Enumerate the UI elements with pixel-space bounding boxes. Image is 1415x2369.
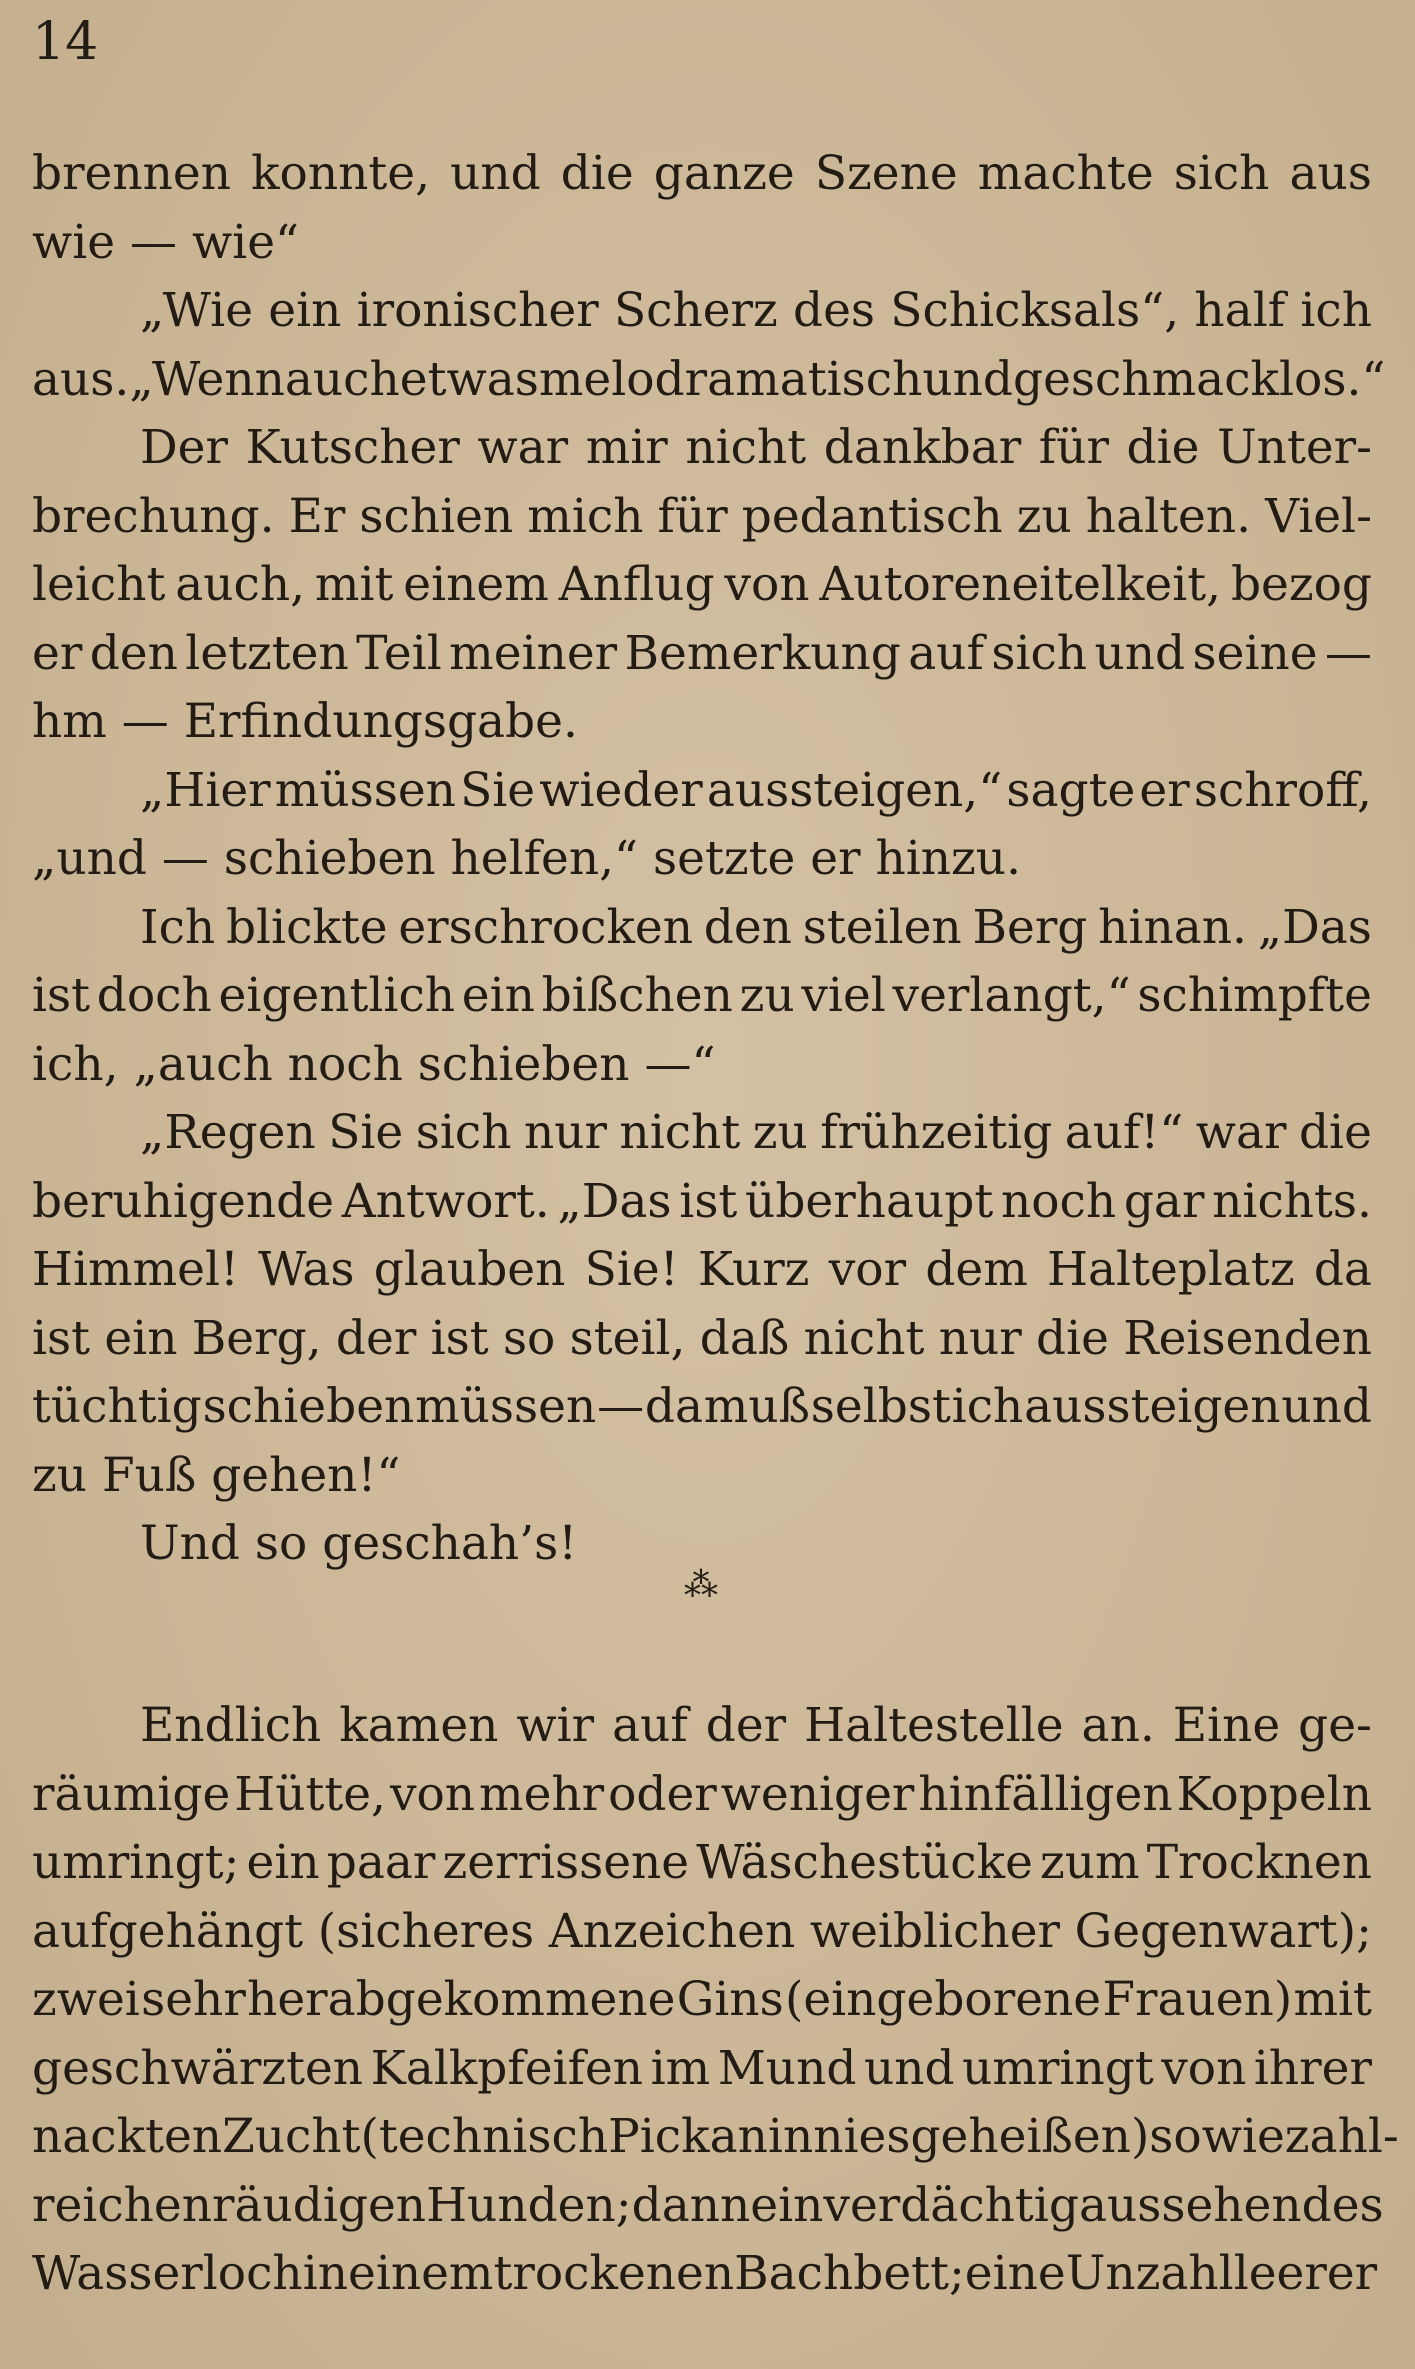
text-line: aus. „Wenn auch etwas melodramatisch und geschmacklos.“ — [32, 351, 1386, 407]
text-line: brechung. Er schien mich für pedantisch zu halten. Viel- — [32, 488, 1372, 544]
section-ornament: ⁂ — [684, 1565, 718, 1605]
text-line: zwei sehr herabgekommene Gins (eingeborene Frauen) mit — [32, 1972, 1372, 2027]
text-line: umringt; ein paar zerrissene Wäschestücke zum Trocknen — [32, 1835, 1372, 1890]
text-line: Endlich kamen wir auf der Haltestelle an. Eine ge- — [140, 1698, 1372, 1753]
text-line: leicht auch, mit einem Anflug von Autoreneitelkeit, bezog — [32, 557, 1372, 612]
text-line: er den letzten Teil meiner Bemerkung auf sich und seine — — [32, 625, 1372, 681]
text-line: räumige Hütte, von mehr oder weniger hinfälligen Koppeln — [32, 1766, 1372, 1822]
text-line: zu Fuß gehen!“ — [32, 1447, 401, 1503]
page-number: 14 — [32, 12, 99, 72]
text-line: ich, „auch noch schieben —“ — [32, 1036, 716, 1092]
text-line: Ich blickte erschrocken den steilen Berg hinan. „Das — [140, 899, 1372, 955]
text-line: nackten Zucht (technisch Pickaninnies geheißen) sowie zahl- — [32, 2109, 1399, 2164]
text-line: beruhigende Antwort. „Das ist überhaupt noch gar nichts. — [32, 1173, 1372, 1229]
text-line: „Hier müssen Sie wieder aussteigen,“ sagte er schroff, — [140, 762, 1372, 818]
text-block-top — [32, 140, 1386, 1579]
text-line: Der Kutscher war mir nicht dankbar für die Unter- — [140, 420, 1372, 475]
text-line: Wasserloch in einem trockenen Bachbett; eine Unzahl leerer — [32, 2246, 1378, 2301]
text-line: „Regen Sie sich nur nicht zu frühzeitig auf!“ war die — [140, 1105, 1372, 1160]
text-line: reichen räudigen Hunden; dann ein verdächtig aussehendes — [32, 2177, 1384, 2233]
text-line: „Wie ein ironischer Scherz des Schicksals“, half ich — [140, 283, 1372, 338]
text-line: ist ein Berg, der ist so steil, daß nicht nur die Reisenden — [32, 1310, 1372, 1366]
text-line: tüchtig schieben müssen — da muß selbst ich aussteigen und — [32, 1379, 1372, 1434]
text-line: ist doch eigentlich ein bißchen zu viel verlangt,“ schimpfte — [32, 968, 1372, 1023]
text-line: geschwärzten Kalkpfeifen im Mund und umringt von ihrer — [32, 2040, 1372, 2096]
text-line: aufgehängt (sicheres Anzeichen weiblicher Gegenwart); — [32, 1903, 1372, 1959]
text-line: hm — Erfindungsgabe. — [32, 694, 578, 749]
text-line: Himmel! Was glauben Sie! Kurz vor dem Halteplatz da — [32, 1242, 1372, 1297]
text-line: wie — wie“ — [32, 214, 300, 270]
text-line: Und so geschah’s! — [140, 1516, 578, 1571]
text-block-bottom — [32, 1692, 1399, 2309]
text-line: „und — schieben helfen,“ setzte er hinzu. — [32, 831, 1022, 886]
text-line: brennen konnte, und die ganze Szene machte sich aus — [32, 146, 1372, 201]
